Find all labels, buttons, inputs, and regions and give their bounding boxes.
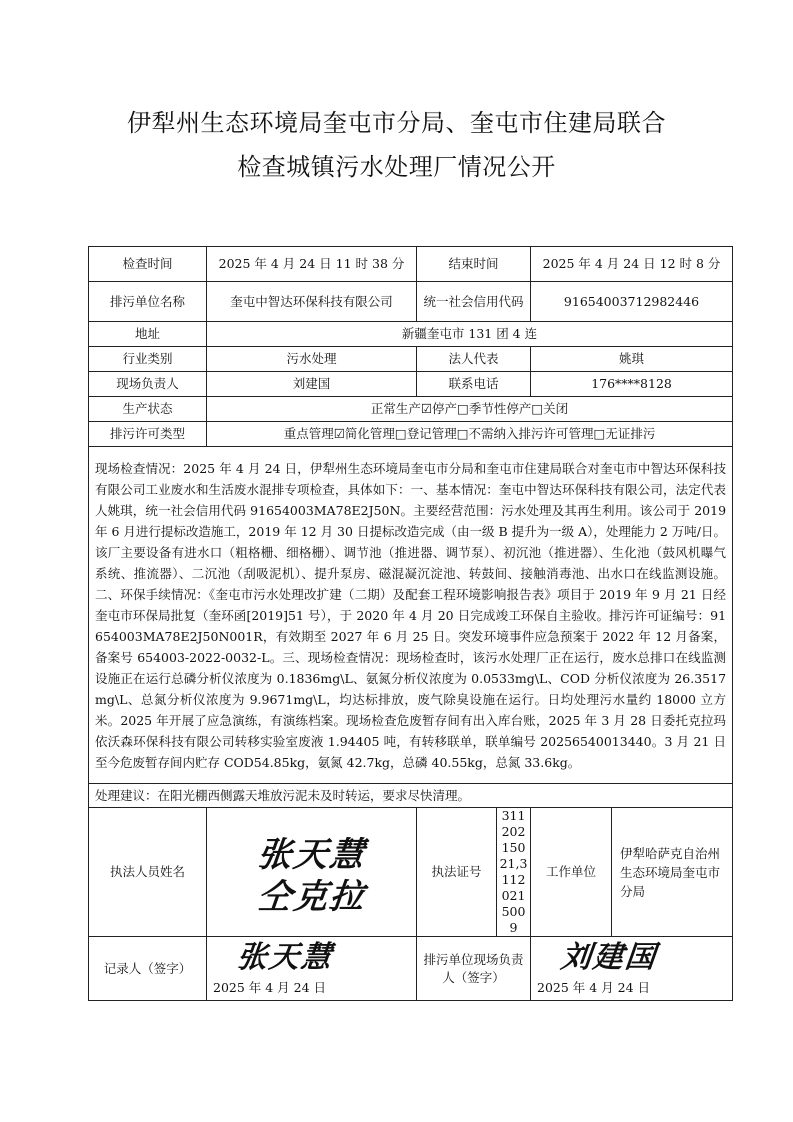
phone-value: 176****8128 bbox=[531, 372, 733, 397]
legal-rep-label: 法人代表 bbox=[417, 347, 531, 372]
industry-label: 行业类别 bbox=[89, 347, 207, 372]
work-unit-label: 工作单位 bbox=[546, 864, 597, 879]
recorder-sign-cell bbox=[207, 937, 417, 1001]
cert-number-value: 31120215021,31120215009 bbox=[497, 808, 531, 937]
officer-signatures bbox=[207, 808, 417, 937]
page-title-line2: 检查城镇污水处理厂情况公开 bbox=[237, 153, 556, 181]
onsite-sign-cell bbox=[531, 937, 733, 1001]
unit-name-label: 排污单位名称 bbox=[89, 282, 207, 322]
onsite-date: 2025 年 4 月 24 日 bbox=[537, 980, 651, 995]
officer-signature-1: 张天慧 bbox=[255, 835, 368, 875]
inspection-form bbox=[88, 246, 733, 1001]
start-time-value: 2025 年 4 月 24 日 11 时 38 分 bbox=[207, 247, 417, 282]
production-status-value: 正常生产☑停产□季节性停产□关闭 bbox=[207, 397, 733, 422]
officer-name-label: 执法人员姓名 bbox=[89, 808, 207, 937]
address-label: 地址 bbox=[89, 322, 207, 347]
cert-number-label: 执法证号 bbox=[417, 808, 497, 937]
permit-type-value: 重点管理☑简化管理□登记管理□不需纳入排污许可管理□无证排污 bbox=[207, 422, 733, 447]
start-time-label: 检查时间 bbox=[89, 247, 207, 282]
handling-suggestion: 处理建议：在阳光棚西侧露天堆放污泥未及时转运，要求尽快清理。 bbox=[89, 784, 733, 808]
recorder-signature: 张天慧 bbox=[235, 940, 335, 975]
work-unit-label-cell bbox=[531, 808, 612, 937]
end-time-label: 结束时间 bbox=[417, 247, 531, 282]
recorder-date: 2025 年 4 月 24 日 bbox=[213, 980, 327, 995]
phone-label: 联系电话 bbox=[417, 372, 531, 397]
onsite-signature: 刘建国 bbox=[559, 940, 659, 975]
end-time-value: 2025 年 4 月 24 日 12 时 8 分 bbox=[531, 247, 733, 282]
inspection-situation: 现场检查情况：2025 年 4 月 24 日，伊犁州生态环境局奎屯市分局和奎屯市住建局联合对奎屯市中智达环保科技有限公司工业废水和生活废水混排专项检查，具体如下：一、基本情况：奎屯中智达环保科技有限公司，法定代表人姚琪，统一社会信用代码 91654003MA78E2J50N。主要经营范围：污水处理及其再生利用。该公司于 2019 年 6 月进行提标改造施工，2019 年 12 月 30 日提标改造完成（由一级 B 提升为一级 A），处理能力 2 万吨/日。该厂主要设备有进水口（粗格栅、细格栅）、调节池（推进器、调节泵）、初沉池（推进器）、生化池（鼓风机曝气系统、推流器）、二沉池（刮吸泥机）、提升泵房、磁混凝沉淀池、转鼓间、接触消毒池、出水口在线监测设施。二、环保手续情况：《奎屯市污水处理改扩建（二期）及配套工程环境影响报告表》项目于 2019 年 9 月 21 日经奎屯市环保局批复（奎环函[2019]51 号），于 2020 年 4 月 20 日完成竣工环保自主验收。排污许可证编号：91654003MA78E2J50N001R，有效期至 2027 年 6 月 25 日。突发环境事件应急预案于 2022 年 12 月备案，备案号 654003-2022-0032-L。三、现场检查情况：现场检查时，该污水处理厂正在运行，废水总排口在线监测设施正在运行总磷分析仪浓度为 0.1836mg\L、氨氮分析仪浓度为 0.0533mg\L、COD 分析仪浓度为 26.3517mg\L、总氮分析仪浓度为 9.9671mg\L，均达标排放，废气除臭设施在运行。日均处理污水量约 18000 立方米。2025 年开展了应急演练，有演练档案。现场检查危废暂存间有出入库台账，2025 年 3 月 28 日委托克拉玛依沃森环保科技有限公司转移实验室废液 1.94405 吨，有转移联单，联单编号 20256540013440。3 月 21 日至今危废暂存间内贮存 COD54.85kg，氨氮 42.7kg，总磷 40.55kg，总氮 33.6kg。 bbox=[89, 447, 733, 784]
unit-name-value: 奎屯中智达环保科技有限公司 bbox=[207, 282, 417, 322]
onsite-manager-label: 排污单位现场负责人（签字） bbox=[417, 937, 531, 1001]
credit-code-value: 91654003712982446 bbox=[531, 282, 733, 322]
industry-value: 污水处理 bbox=[207, 347, 417, 372]
legal-rep-value: 姚琪 bbox=[531, 347, 733, 372]
permit-type-label: 排污许可类型 bbox=[89, 422, 207, 447]
site-manager-value: 刘建国 bbox=[207, 372, 417, 397]
recorder-label: 记录人（签字） bbox=[89, 937, 207, 1001]
officer-signature-2: 仝克拉 bbox=[255, 877, 368, 917]
credit-code-label: 统一社会信用代码 bbox=[417, 282, 531, 322]
site-manager-label: 现场负责人 bbox=[89, 372, 207, 397]
production-status-label: 生产状态 bbox=[89, 397, 207, 422]
page-title-line1: 伊犁州生态环境局奎屯市分局、奎屯市住建局联合 bbox=[127, 109, 666, 137]
address-value: 新疆奎屯市 131 团 4 连 bbox=[207, 322, 733, 347]
work-unit-value: 伊犁哈萨克自治州生态环境局奎屯市分局 bbox=[612, 808, 733, 937]
